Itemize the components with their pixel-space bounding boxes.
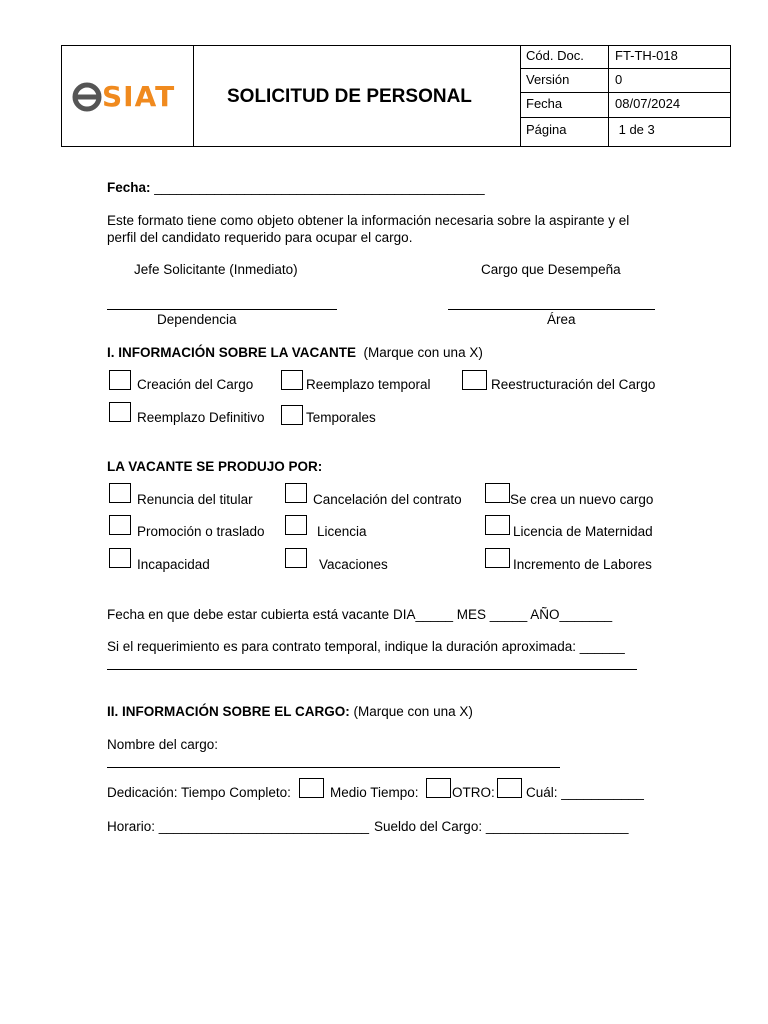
checkbox-vacaciones[interactable] bbox=[285, 548, 307, 568]
dedicacion-label: Dedicación: Tiempo Completo: bbox=[107, 785, 291, 800]
option-label: Temporales bbox=[306, 410, 376, 425]
nombre-cargo-label: Nombre del cargo: bbox=[107, 737, 219, 752]
option-label: Vacaciones bbox=[319, 557, 388, 572]
header-divider bbox=[608, 46, 609, 146]
section2-note: (Marque con una X) bbox=[353, 704, 473, 719]
contrato-temporal-field[interactable]: Si el requerimiento es para contrato temporal, indique la duración aproximada: ______ bbox=[107, 639, 625, 654]
section2-heading bbox=[107, 704, 473, 720]
checkbox-cancelacion-contrato[interactable] bbox=[285, 483, 307, 503]
header-row-divider bbox=[520, 68, 730, 69]
intro-text-line2: perfil del candidato requerido para ocupar el cargo. bbox=[107, 230, 413, 245]
checkbox-nuevo-cargo[interactable] bbox=[485, 483, 510, 503]
horario-field[interactable]: Horario: ____________________________ bbox=[107, 819, 369, 834]
checkbox-reemplazo-definitivo[interactable] bbox=[109, 402, 131, 422]
document-title: SOLICITUD DE PERSONAL bbox=[227, 86, 472, 107]
checkbox-reestructuracion-cargo[interactable] bbox=[462, 370, 487, 390]
option-label: Licencia bbox=[317, 524, 367, 539]
sueldo-field[interactable]: Sueldo del Cargo: ___________________ bbox=[374, 819, 629, 834]
fecha-row bbox=[107, 180, 485, 196]
header-label-pagina: Página bbox=[526, 122, 567, 137]
checkbox-licencia[interactable] bbox=[285, 515, 307, 535]
checkbox-promocion-traslado[interactable] bbox=[109, 515, 131, 535]
checkbox-incapacidad[interactable] bbox=[109, 548, 131, 568]
checkbox-temporales[interactable] bbox=[281, 405, 303, 425]
area-label: Área bbox=[547, 312, 576, 327]
header-row-divider bbox=[520, 117, 730, 118]
option-label: Cancelación del contrato bbox=[313, 492, 462, 507]
header-divider bbox=[520, 46, 521, 146]
header-row-divider bbox=[520, 92, 730, 93]
section1-heading bbox=[107, 345, 483, 361]
header-label-cod-doc: Cód. Doc. bbox=[526, 48, 584, 63]
contrato-temporal-line[interactable] bbox=[107, 669, 637, 670]
medio-tiempo-label: Medio Tiempo: bbox=[330, 785, 419, 800]
header-value-fecha: 08/07/2024 bbox=[615, 96, 681, 111]
option-label: Creación del Cargo bbox=[137, 377, 254, 392]
option-label: Reemplazo Definitivo bbox=[137, 410, 265, 425]
option-label: Incremento de Labores bbox=[513, 557, 652, 572]
section1-note: (Marque con una X) bbox=[363, 345, 483, 360]
header-label-fecha: Fecha bbox=[526, 96, 563, 111]
dependencia-field[interactable] bbox=[107, 309, 337, 310]
fecha-label: Fecha: bbox=[107, 180, 151, 195]
cual-field[interactable]: Cuál: ___________ bbox=[526, 785, 644, 800]
area-field[interactable] bbox=[448, 309, 655, 310]
option-label: Incapacidad bbox=[137, 557, 210, 572]
nombre-cargo-field[interactable] bbox=[107, 767, 560, 768]
section2-title: II. INFORMACIÓN SOBRE EL CARGO: bbox=[107, 704, 350, 719]
header-divider bbox=[193, 46, 194, 146]
checkbox-renuncia-titular[interactable] bbox=[109, 483, 131, 503]
checkbox-incremento-labores[interactable] bbox=[485, 548, 510, 568]
company-logo bbox=[72, 80, 184, 114]
option-label: Reemplazo temporal bbox=[306, 377, 431, 392]
intro-text-line1: Este formato tiene como objeto obtener la información necesaria sobre la aspirante y el bbox=[107, 213, 630, 228]
checkbox-licencia-maternidad[interactable] bbox=[485, 515, 510, 535]
checkbox-tiempo-completo[interactable] bbox=[299, 778, 324, 798]
checkbox-creacion-cargo[interactable] bbox=[109, 370, 131, 390]
otro-label: OTRO: bbox=[452, 785, 495, 800]
header-value-cod-doc: FT-TH-018 bbox=[615, 48, 678, 63]
produjo-title: LA VACANTE SE PRODUJO POR: bbox=[107, 459, 323, 474]
option-label: Licencia de Maternidad bbox=[513, 524, 653, 539]
header-table bbox=[61, 45, 731, 147]
checkbox-otro[interactable] bbox=[497, 778, 522, 798]
checkbox-medio-tiempo[interactable] bbox=[426, 778, 451, 798]
header-value-version: 0 bbox=[615, 72, 623, 87]
siat-logo-icon bbox=[72, 80, 102, 114]
option-label: Renuncia del titular bbox=[137, 492, 253, 507]
jefe-solicitante-label: Jefe Solicitante (Inmediato) bbox=[134, 262, 298, 277]
logo-text: SIAT bbox=[102, 80, 176, 113]
fecha-cubierta-field[interactable]: Fecha en que debe estar cubierta está vacante DIA_____ MES _____ AÑO_______ bbox=[107, 607, 613, 622]
option-label: Reestructuración del Cargo bbox=[491, 377, 656, 392]
option-label: Se crea un nuevo cargo bbox=[510, 492, 654, 507]
header-label-version: Versión bbox=[526, 72, 570, 87]
checkbox-reemplazo-temporal[interactable] bbox=[281, 370, 303, 390]
fecha-field[interactable]: ____________________________________________ bbox=[154, 180, 485, 195]
section1-title: I. INFORMACIÓN SOBRE LA VACANTE bbox=[107, 345, 356, 360]
option-label: Promoción o traslado bbox=[137, 524, 265, 539]
header-value-pagina: 1 de 3 bbox=[615, 122, 655, 137]
dependencia-label: Dependencia bbox=[157, 312, 237, 327]
cargo-desempena-label: Cargo que Desempeña bbox=[481, 262, 621, 277]
